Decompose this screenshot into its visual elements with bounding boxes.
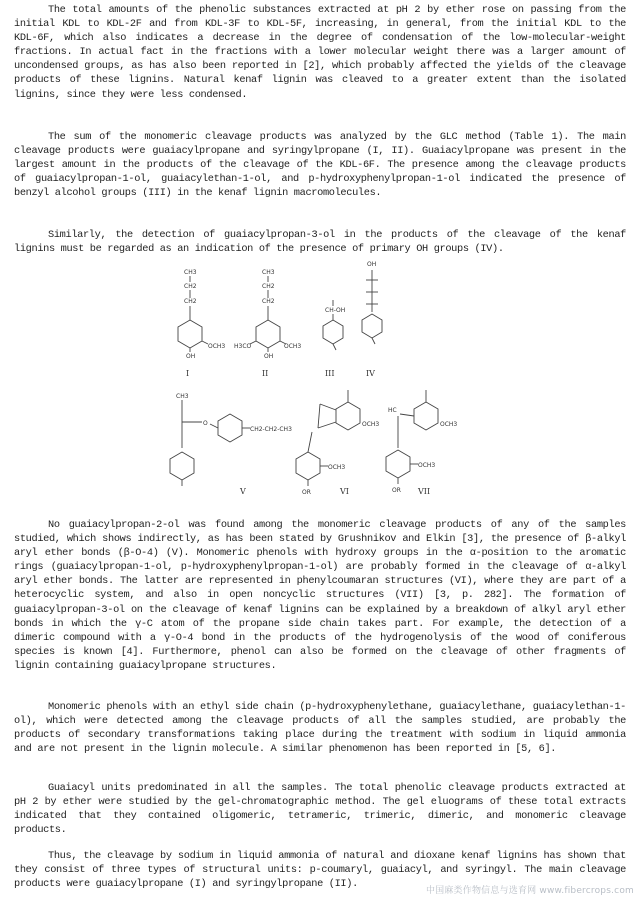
label-structure-v: V: [240, 487, 246, 496]
label-structure-iv: IV: [366, 369, 375, 378]
structure-v-ring-bottom: [170, 452, 194, 480]
structure-i-och3: OCH3: [208, 343, 226, 350]
structure-ii-ring: [256, 320, 280, 348]
structure-ii-ch2-b: CH2: [262, 298, 275, 305]
chemical-structures-figure: [0, 252, 640, 514]
label-structure-iii: III: [325, 369, 335, 378]
structure-vi-or: OR: [302, 489, 311, 496]
structure-diagram: [0, 252, 640, 514]
structure-ii-ch3: CH3: [262, 269, 275, 276]
structure-vii-hc: HC: [388, 407, 397, 414]
paragraph-ether-bonds: No guaiacylpropan-2-ol was found among the monomeric cleavage products of any of the samples studied, which shows indirectly, as has been stated by Grushnikov and Elkin [3], the presence of β-alkyl aryl ether bonds (β-O-4) (V). Monomeric phenols with hydroxy groups in the α-position to the aromatic rings (guaiacylpropan-1-ol, p-hydroxyphenylpropan-1-ol) are probably formed in the cleavage of α-alkyl aryl ether bonds. The latter are represented in phenylcoumaran structures (VI), where they are part of a heterocyclic system, and also in open noncyclic structures (VII) [3, p. 282]. The formation of guaiacylpropan-3-ol on the cleavage of kenaf lignins can be explained by a breakdown of alkyl aryl ether bonds in which the γ-C atom of the propane side chain takes part. For example, the detection of a dimeric compound with a γ-O-4 bond in the products of the hydrogenolysis of the wood of coniferous species is known [4]. Furthermore, phenol can also be formed on the cleavage of other fragments of lignin containing guaiacylpropane structures.: [14, 519, 626, 672]
structure-vii-or: OR: [392, 487, 401, 494]
structure-ii-och3: OCH3: [284, 343, 302, 350]
site-watermark: 中国麻类作物信息与选育网 www.fibercrops.com: [425, 886, 634, 896]
structure-vi-och3: OCH3: [362, 421, 380, 428]
paragraph-conclusion: Thus, the cleavage by sodium in liquid ammonia of natural and dioxane kenaf lignins has shown that they consist of three types of structural units: p-coumaryl, guaiacyl, and syringyl. The main cleavage products were guaiacylpropane (I) and syringylpropane (II).: [14, 850, 626, 891]
structure-v-ring-right: [218, 414, 242, 442]
paragraph-guaiacyl-units: Guaiacyl units predominated in all the samples. The total phenolic cleavage products extracted at pH 2 by ether were studied by the gel-chromatographic method. The gel eluograms of these total extracts indicated that they contained oligomeric, tetrameric, trimeric, dimeric, and monomeric cleavage products.: [14, 782, 626, 837]
structure-vi-ring-bottom: [296, 452, 320, 480]
structure-iii-ring: [323, 320, 343, 344]
structure-iii-choh: CH-OH: [325, 307, 346, 314]
paragraph-ethyl-side-chain: Monomeric phenols with an ethyl side chain (p-hydroxyphenylethane, guaiacylethane, guaiacylethan-1-ol), which were detected among the cleavage products of all the samples studied, are probably the products of secondary transformations taking place during the treatment with sodium in liquid ammonia and are not present in the lignin molecule. A similar phenomenon has been reported in [5, 6].: [14, 701, 626, 756]
structure-i-ch3: CH3: [184, 269, 197, 276]
structure-vii-ring-top: [414, 402, 438, 430]
structure-iv-oh: OH: [367, 261, 377, 268]
structure-ii-h3co: H3CO: [234, 343, 252, 350]
structure-v-propyl: CH2-CH2-CH3: [250, 426, 292, 433]
structure-i-ch2-b: CH2: [184, 298, 197, 305]
label-structure-vii: VII: [418, 487, 431, 496]
structure-vi-ring-top: [336, 402, 360, 430]
structure-i-oh: OH: [186, 353, 196, 360]
paragraph-phenolic-substances: The total amounts of the phenolic substances extracted at pH 2 by ether rose on passing from the initial KDL to KDL-2F and from KDL-3F to KDL-5F, increasing, in general, from the initial KDL to the KDL-6F, which also indicates a decrease in the degree of condensation of the low-molecular-weight fractions. In actual fact in the fractions with a lower molecular weight there was a larger amount of uncondensed groups, as has also been reported in [2], which probably affected the yields of the cleavage products of these lignins. Natural kenaf lignin was cleaved to a greater extent than the isolated lignins, since they were less condensed.: [14, 4, 626, 101]
label-structure-vi: VI: [340, 487, 349, 496]
label-structure-i: I: [186, 369, 190, 378]
paragraph-monomeric-products: The sum of the monomeric cleavage products was analyzed by the GLC method (Table 1). The main cleavage products were guaiacylpropane and syringylpropane (I, II). Guaiacylpropane was present in the largest amount in the products of the cleavage of the KDL-6F. The presence among the cleavage products of guaiacylpropan-1-ol, guaiacylethan-1-ol, and p-hydroxyphenylpropan-1-ol indicated the presence of benzyl alcohol groups (III) in the kenaf lignin macromolecules.: [14, 131, 626, 200]
structure-vii-och3: OCH3: [440, 421, 458, 428]
structure-ii-oh: OH: [264, 353, 274, 360]
structure-i-ch2-a: CH2: [184, 283, 197, 290]
structure-v-ch3: CH3: [176, 393, 189, 400]
structure-v-o: O: [203, 420, 208, 427]
structure-vii-ring-bottom: [386, 450, 410, 478]
label-structure-ii: II: [262, 369, 269, 378]
structure-vii-och3-b: OCH3: [418, 462, 436, 469]
structure-ii-ch2-a: CH2: [262, 283, 275, 290]
structure-iv-ring: [362, 314, 382, 338]
paragraph-primary-oh-groups: Similarly, the detection of guaiacylpropan-3-ol in the products of the cleavage of the kenaf lignins must be regarded as an indication of the presence of primary OH groups (IV).: [14, 229, 626, 256]
structure-i-ring: [178, 320, 202, 348]
structure-vi-och3-b: OCH3: [328, 464, 346, 471]
